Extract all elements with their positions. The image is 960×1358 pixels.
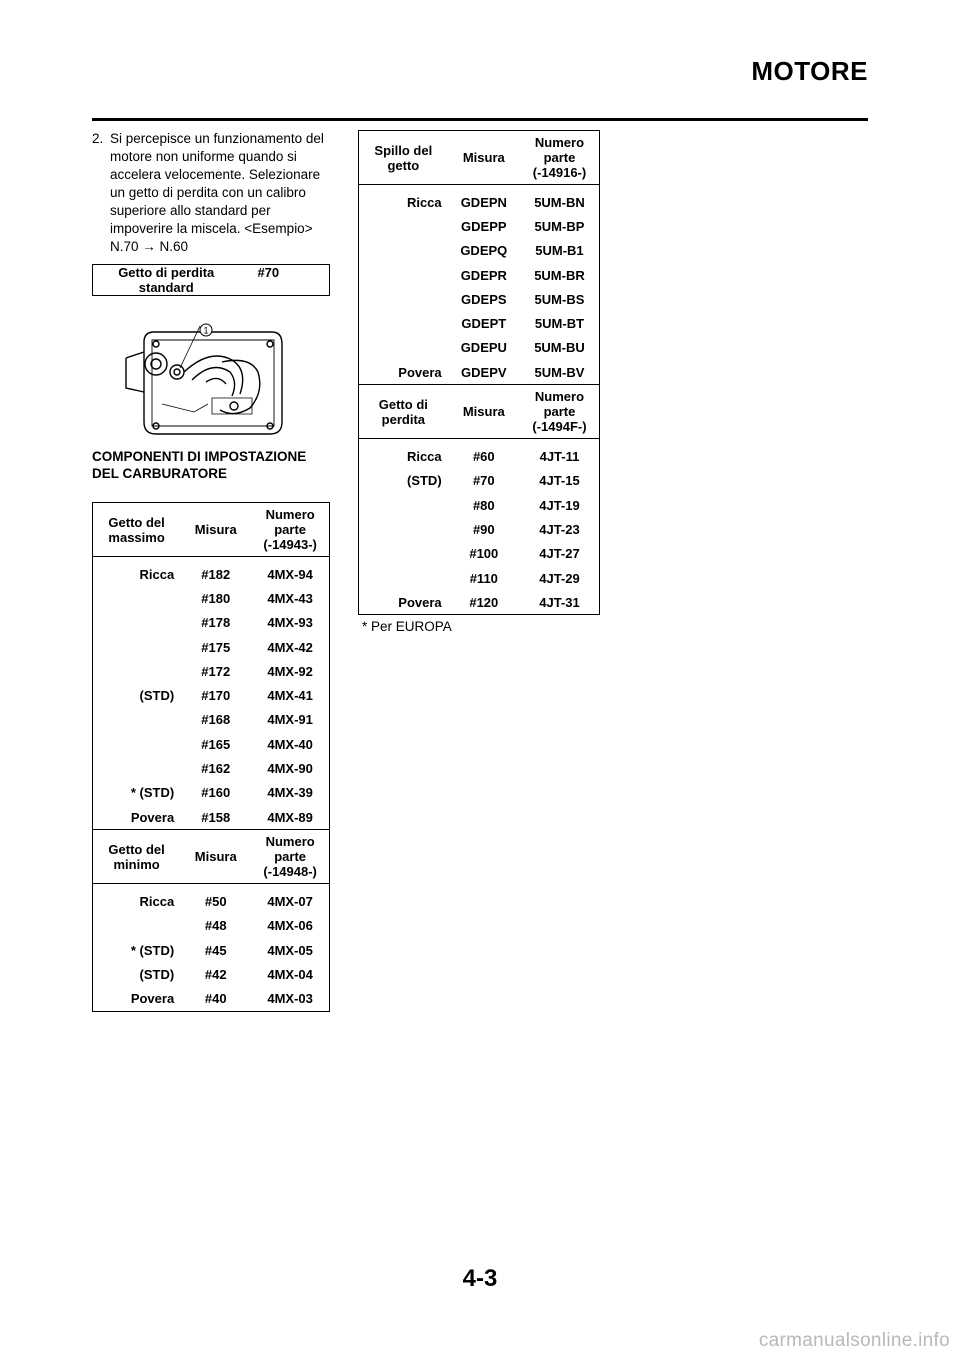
table-cell: #90	[472, 521, 495, 537]
table-cell: #180	[201, 590, 231, 606]
table-row	[359, 214, 600, 238]
page-header-title: MOTORE	[751, 56, 868, 86]
table-row	[93, 659, 330, 683]
column-header: Misura	[462, 150, 505, 165]
table-cell	[359, 542, 448, 566]
table-cell: 5UM-BP	[534, 218, 585, 234]
column-header: Spillo del getto	[374, 142, 433, 173]
carburetor-drawing	[122, 322, 292, 442]
standard-spec-table	[92, 264, 330, 296]
table-cell: 4MX-04	[267, 966, 313, 982]
table-cell: 4MX-43	[267, 590, 313, 606]
table-cell: #100	[469, 546, 499, 562]
table-cell	[93, 659, 181, 683]
table-row	[359, 542, 600, 566]
table-cell: 4JT-23	[539, 521, 580, 537]
table-cell: GDEPR	[460, 267, 507, 283]
table-cell: #60	[472, 449, 495, 465]
column-header: Numero parte (-14948-)	[263, 834, 317, 880]
table-cell	[93, 756, 181, 780]
table-row	[93, 611, 330, 635]
table-cell: #165	[201, 736, 231, 752]
table-cell: 4MX-91	[267, 712, 313, 728]
table-header-row	[93, 503, 330, 557]
table-cell	[359, 287, 448, 311]
table-row	[359, 439, 600, 469]
header-rule	[92, 118, 868, 121]
table-cell: 4JT-31	[539, 594, 580, 610]
table-cell: #168	[201, 712, 231, 728]
table-cell: 4MX-41	[267, 688, 313, 704]
step-number: 2.	[92, 131, 104, 146]
table-cell: 4MX-89	[267, 809, 313, 825]
table-cell	[359, 239, 448, 263]
table-cell: GDEPN	[460, 194, 507, 210]
section-title: COMPONENTI DI IMPOSTAZIONE DEL CARBURATORE	[92, 449, 307, 481]
table-cell: GDEPV	[461, 364, 507, 380]
table-cell: (STD)	[139, 966, 175, 982]
table-cell	[359, 311, 448, 335]
table-cell: #175	[201, 639, 231, 655]
column-header: Misura	[194, 522, 237, 537]
table-row	[93, 635, 330, 659]
column-header: Numero parte (-14916-)	[532, 135, 587, 180]
table-cell: #70	[472, 473, 495, 489]
table-row	[93, 962, 330, 986]
table-header-row	[359, 385, 600, 439]
table-row	[93, 781, 330, 805]
table-cell: Ricca	[139, 893, 175, 909]
table-cell: (STD)	[139, 688, 175, 704]
table-cell: #40	[204, 991, 227, 1007]
main-and-pilot-jet-table	[92, 502, 330, 1012]
callout-number: 1	[203, 325, 209, 336]
column-header: Misura	[462, 404, 505, 420]
table-cell: 4MX-93	[267, 615, 313, 631]
table-row	[359, 590, 600, 615]
carburetor-figure	[122, 322, 292, 442]
table-cell: 4JT-29	[539, 570, 580, 586]
table-row	[359, 287, 600, 311]
table-row	[359, 566, 600, 590]
standard-spec-label: Getto di perdita standard	[118, 265, 215, 295]
table-row	[359, 311, 600, 335]
table-header-row	[359, 131, 600, 185]
table-cell: Ricca	[139, 566, 175, 582]
table-cell: #42	[204, 966, 227, 982]
table-cell: 4JT-11	[539, 449, 580, 465]
table-row	[359, 239, 600, 263]
table-cell	[93, 914, 181, 938]
table-cell	[359, 336, 448, 360]
table-cell: 4JT-15	[539, 473, 580, 489]
table-cell: #182	[201, 566, 231, 582]
step-text: Si percepisce un funzionamento del motore non uniforme quando si accelera velocemente. Selezionare un getto di perdita con un calibro superiore allo standard per impoverire la miscela. <Esempio> N.70 → N.60	[110, 131, 324, 254]
table-row	[359, 469, 600, 493]
table-cell: GDEPS	[461, 291, 507, 307]
standard-spec-value: #70	[257, 265, 280, 280]
table-cell: 5UM-BU	[534, 340, 585, 356]
table-cell: #162	[201, 761, 231, 777]
table-cell	[359, 263, 448, 287]
table-row	[93, 683, 330, 707]
table-cell: (STD)	[406, 473, 442, 489]
table-row	[93, 756, 330, 780]
table-row	[93, 914, 330, 938]
table-row	[359, 517, 600, 541]
table-cell: 4MX-03	[267, 991, 313, 1007]
right-column	[358, 130, 600, 634]
table-cell: #80	[472, 497, 495, 513]
column-header: Getto del massimo	[108, 514, 165, 545]
table-cell: 4MX-92	[267, 663, 313, 679]
table-cell	[359, 493, 448, 517]
table-cell: Ricca	[406, 194, 442, 210]
table-cell: 4MX-90	[267, 761, 313, 777]
table-cell: #178	[201, 615, 231, 631]
needle-and-leak-jet-table	[358, 130, 600, 615]
table-cell: #120	[469, 594, 499, 610]
table-row	[93, 884, 330, 914]
table-cell: GDEPQ	[460, 243, 508, 259]
column-header: Numero parte (-14943-)	[263, 507, 317, 552]
table-cell: 4MX-07	[267, 893, 313, 909]
table-row	[359, 185, 600, 215]
table-cell: #48	[204, 918, 227, 934]
table-row	[93, 586, 330, 610]
column-header: Numero parte (-1494F-)	[532, 389, 587, 435]
table-row	[93, 805, 330, 830]
table-cell: 4MX-06	[267, 918, 313, 934]
table-cell	[93, 611, 181, 635]
table-row	[359, 360, 600, 385]
table-cell: 4MX-42	[267, 639, 313, 655]
table-cell: #170	[201, 688, 231, 704]
table-cell: GDEPU	[460, 340, 507, 356]
left-column	[92, 130, 330, 1012]
table-cell: 5UM-B1	[535, 243, 584, 259]
table-row	[93, 708, 330, 732]
table-cell: #172	[201, 663, 231, 679]
table-cell: Povera	[398, 594, 442, 610]
table-cell: GDEPT	[461, 316, 507, 332]
table-cell: 4MX-40	[267, 736, 313, 752]
watermark: carmanualsonline.info	[758, 1330, 950, 1351]
table-cell: Povera	[130, 991, 175, 1007]
table-row	[93, 732, 330, 756]
table-cell: #160	[201, 785, 231, 801]
table-cell	[93, 586, 181, 610]
footnote: * Per EUROPA	[362, 619, 452, 635]
table-cell: GDEPP	[461, 218, 507, 234]
table-row	[93, 938, 330, 962]
column-header: Getto di perdita	[378, 396, 428, 427]
table-cell: 4MX-05	[267, 942, 313, 958]
table-cell: 4MX-39	[267, 785, 313, 801]
table-cell: 5UM-BR	[534, 267, 585, 283]
table-cell: 4JT-27	[539, 546, 580, 562]
table-cell	[93, 708, 181, 732]
table-cell: 5UM-BV	[534, 364, 585, 380]
table-cell: Povera	[398, 364, 442, 380]
table-cell: #50	[204, 893, 227, 909]
table-cell: Ricca	[406, 449, 442, 465]
table-cell: * (STD)	[130, 942, 175, 958]
table-cell: 5UM-BT	[534, 316, 585, 332]
column-header: Getto del minimo	[108, 841, 165, 872]
column-header: Misura	[194, 849, 237, 865]
table-header-row	[93, 830, 330, 884]
table-cell	[359, 566, 448, 590]
page-number: 4-3	[462, 1265, 498, 1292]
table-cell: 4MX-94	[267, 566, 313, 582]
procedure-step	[92, 130, 330, 256]
table-cell: 4JT-19	[539, 497, 580, 513]
table-row	[93, 986, 330, 1011]
table-row	[93, 557, 330, 587]
table-row	[359, 263, 600, 287]
table-cell: #110	[469, 570, 498, 586]
table-cell: 5UM-BN	[534, 194, 585, 210]
table-cell	[93, 732, 181, 756]
table-cell: * (STD)	[130, 785, 175, 801]
table-cell: 5UM-BS	[534, 291, 585, 307]
table-cell	[359, 214, 448, 238]
table-cell	[359, 517, 448, 541]
table-cell: Povera	[130, 809, 175, 825]
table-row	[359, 493, 600, 517]
table-cell	[93, 635, 181, 659]
table-row	[359, 336, 600, 360]
table-cell: #45	[204, 942, 227, 958]
table-cell: #158	[201, 809, 231, 825]
